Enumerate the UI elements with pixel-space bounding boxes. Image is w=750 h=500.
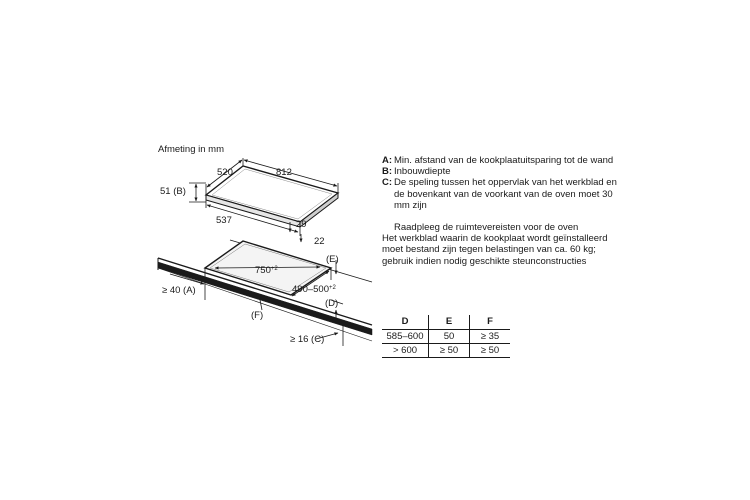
dim-depth-front: 537 [216, 215, 232, 226]
dim-cutout-width: $750^{+2}$ [255, 265, 278, 276]
unit-label: Afmeting in mm [158, 144, 224, 155]
table-header-row [382, 315, 510, 330]
cell-d: 585–600 [382, 330, 429, 344]
dim-cutout-depth: $490-500^{+2}$ [292, 284, 336, 295]
legend-key: B: [382, 166, 393, 178]
cell-f: ≥ 50 [470, 344, 511, 358]
table-row [382, 344, 510, 358]
legend [382, 155, 622, 267]
label-d: (D) [325, 298, 339, 309]
label-e: (E) [326, 254, 339, 265]
dim-min-c: ≥ 16 (C) [290, 334, 325, 345]
dim-depth-top: 520 [217, 167, 233, 178]
dim-offset-22: 22 [314, 236, 325, 247]
oven-note: Raadpleeg de ruimtevereisten voor de oven [394, 222, 579, 234]
label-f: (F) [251, 310, 264, 321]
legend-key: C: [382, 177, 393, 189]
legend-text: De speling tussen het oppervlak van het werkblad en de bovenkant van de voorkant van de oven moet 30 mm zijn [394, 177, 617, 211]
header-f: F [470, 315, 511, 330]
legend-item-c [382, 177, 622, 211]
dim-width-top: 812 [276, 167, 292, 178]
dim-min-a: ≥ 40 (A) [162, 285, 196, 296]
legend-text: Min. afstand van de kookplaatuitsparing tot de wand [394, 155, 614, 166]
cell-f: ≥ 35 [470, 330, 511, 344]
spec-table [382, 315, 510, 358]
legend-key: A: [382, 155, 393, 166]
legend-item-a [382, 155, 622, 166]
legend-text: Inbouwdiepte [394, 166, 451, 178]
cell-e: 50 [429, 330, 470, 344]
legend-item-b [382, 166, 622, 177]
dim-height-b: 51 (B) [160, 186, 186, 197]
header-e: E [429, 315, 470, 330]
worktop-note: Het werkblad waarin de kookplaat wordt geïnstalleerd moet bestand zijn tegen belastingen van ca. 60 kg; gebruik indien nodig geschikte steunconstructies [382, 233, 608, 267]
header-d: D [382, 315, 429, 330]
cell-e: ≥ 50 [429, 344, 470, 358]
dim-offset-29: 29 [296, 219, 307, 230]
cell-d: > 600 [382, 344, 429, 358]
table-row [382, 330, 510, 344]
